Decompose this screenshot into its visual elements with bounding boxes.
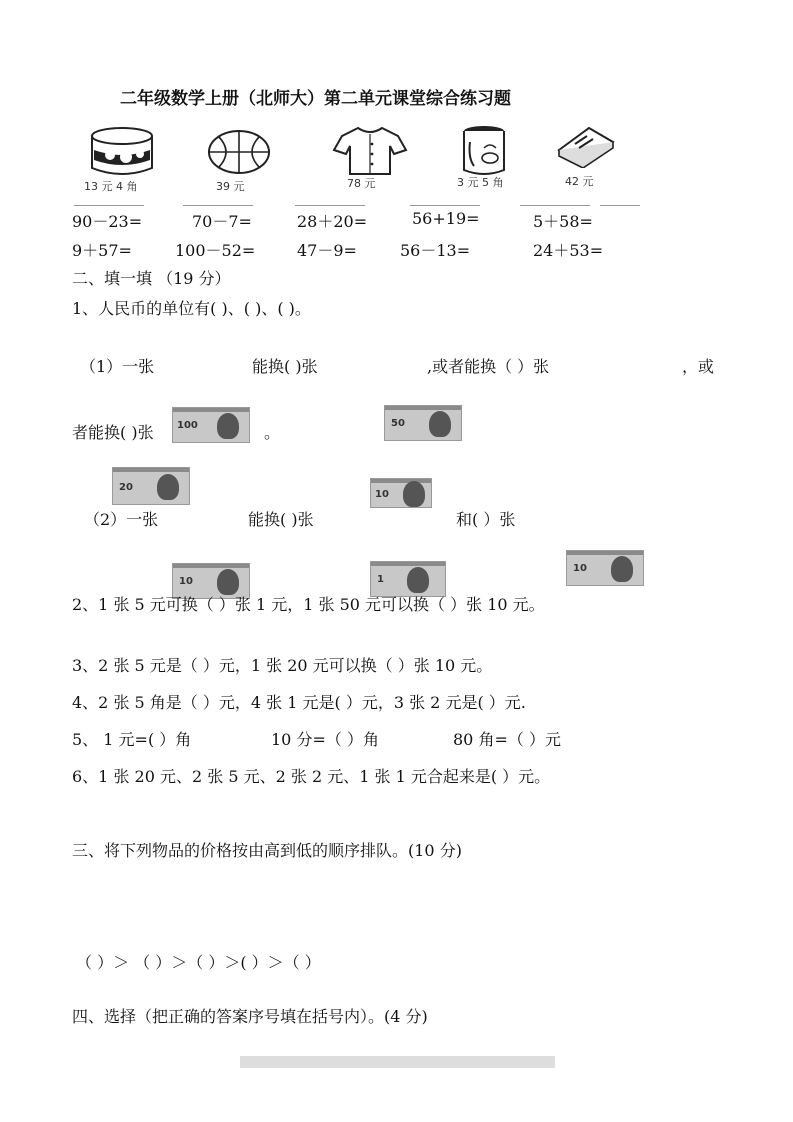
question-4: 4、2 张 5 角是（ ）元，4 张 1 元是( ）元，3 张 2 元是( ）元. [72, 693, 526, 712]
question-1-1-part-c: ,或者能换（ ）张 [427, 357, 550, 376]
question-1-1-part-f: 。 [264, 423, 281, 442]
answer-blank[interactable] [410, 205, 480, 206]
calc-problem: 56+19= [412, 209, 480, 228]
calc-problem: 24＋53= [533, 241, 604, 260]
question-1-2-part-c: 和( ）张 [456, 510, 516, 529]
question-1-2-part-a: （2）一张 [84, 510, 159, 529]
basketball-icon [204, 128, 274, 176]
answer-blank[interactable] [520, 205, 590, 206]
page-title: 二年级数学上册（北师大）第二单元课堂综合练习题 [120, 89, 511, 109]
answer-blank[interactable] [295, 205, 365, 206]
answer-blank[interactable] [600, 205, 640, 206]
banknote-50-icon: 50 [384, 405, 462, 441]
banknote-100-icon: 100 [172, 407, 250, 443]
price-order-blanks: （ ）＞ （ ）＞（ ）＞( ）＞（ ） [76, 953, 321, 972]
footer-watermark [240, 1056, 555, 1068]
question-1-1-part-a: （1）一张 [80, 357, 155, 376]
item-price: 78 元 [347, 177, 376, 190]
section-3-heading: 三、将下列物品的价格按由高到低的顺序排队。(10 分) [72, 841, 462, 860]
section-4-heading: 四、选择（把正确的答案序号填在括号内）。(4 分) [72, 1007, 428, 1026]
calc-problem: 56－13= [400, 241, 471, 260]
book-icon [553, 124, 617, 168]
banknote-10-icon: 10 [370, 478, 432, 508]
question-3: 3、2 张 5 元是（ ）元，1 张 20 元可以换（ ）张 10 元。 [72, 656, 493, 675]
calc-problem: 100－52= [175, 241, 256, 260]
answer-blank[interactable] [74, 205, 144, 206]
question-1-1-part-e: 者能换( )张 [72, 423, 154, 442]
banknote-20-icon: 20 [112, 467, 190, 505]
banknote-1-icon: 1 [370, 561, 446, 597]
calc-problem: 5＋58= [533, 212, 593, 231]
shirt-icon [330, 124, 410, 176]
question-1: 1、人民币的单位有( )、( )、( )。 [72, 299, 311, 318]
milk-powder-can-icon [458, 124, 510, 178]
canned-fruit-icon [82, 124, 162, 184]
item-price: 3 元 5 角 [457, 176, 504, 189]
question-1-1-part-b: 能换( )张 [252, 357, 318, 376]
calc-problem: 47－9= [297, 241, 357, 260]
calc-problem: 9＋57= [72, 241, 132, 260]
question-1-2-part-b: 能换( )张 [248, 510, 314, 529]
banknote-10-old-icon: 10 [566, 550, 644, 586]
calc-problem: 70－7= [192, 212, 252, 231]
item-price: 13 元 4 角 [84, 180, 138, 193]
question-6: 6、1 张 20 元、2 张 5 元、2 张 2 元、1 张 1 元合起来是( ）元。 [72, 767, 551, 786]
calc-problem: 90－23= [72, 212, 143, 231]
question-2: 2、1 张 5 元可换（ ）张 1 元，1 张 50 元可以换（ ）张 10 元。 [72, 595, 545, 614]
calc-problem: 28＋20= [297, 212, 368, 231]
banknote-10-icon: 10 [172, 563, 250, 599]
question-1-1-part-d: ，或 [682, 357, 715, 376]
question-5-part-c: 80 角=（ ）元 [453, 730, 561, 749]
item-price: 39 元 [216, 180, 245, 193]
question-5-part-b: 10 分=（ ）角 [271, 730, 379, 749]
item-price: 42 元 [565, 175, 594, 188]
section-2-heading: 二、填一填 （19 分） [72, 269, 231, 288]
question-5-part-a: 5、 1 元=( ）角 [72, 730, 192, 749]
answer-blank[interactable] [183, 205, 253, 206]
